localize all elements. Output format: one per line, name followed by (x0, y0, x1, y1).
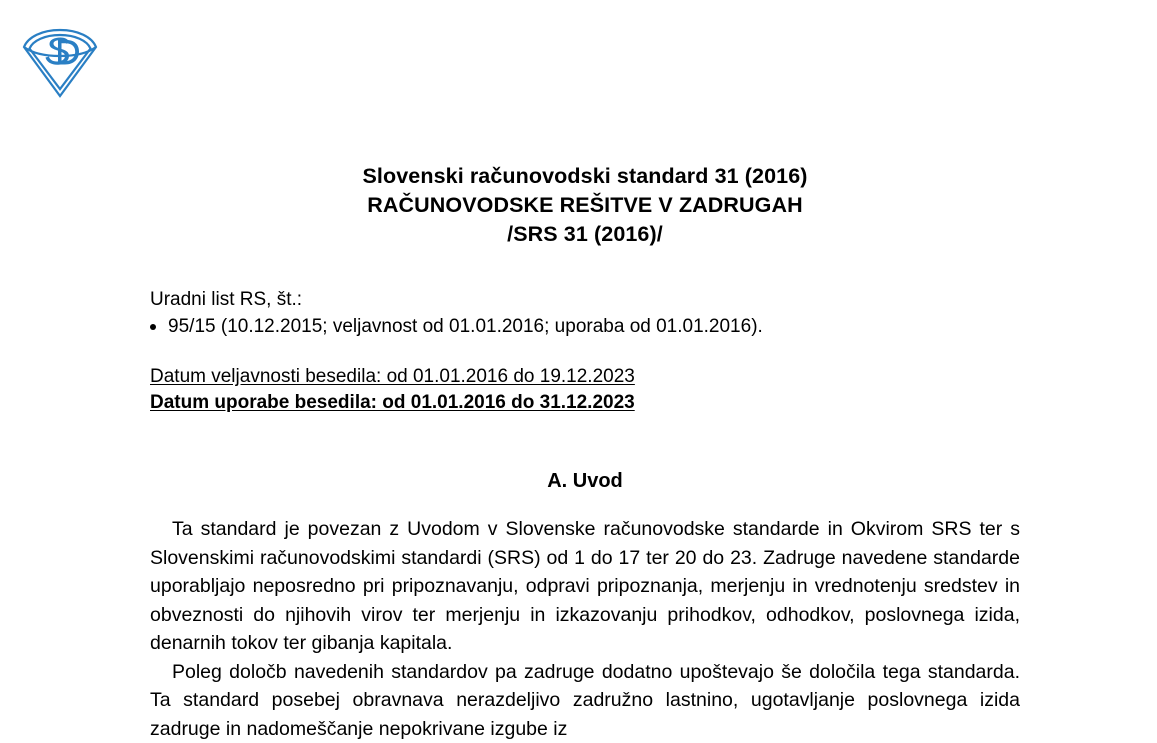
paragraph-1: Ta standard je povezan z Uvodom v Slovenske računovodske standarde in Okvirom SRS ter s Slovenskimi računovodskimi standardi (SRS) od 1 do 17 ter 20 do 23. Zadruge navedene standarde uporabljajo neposredno pri pripoznavanju, odpravi pripoznanja, merjenju in vrednotenju sredstev in obveznosti do njihovih virov ter merjenju in izkazovanju prihodkov, odhodkov, poslovnega izida, denarnih tokov ter gibanja kapitala. (150, 518, 1020, 654)
official-gazette-label: Uradni list RS, št.: (150, 289, 303, 310)
section-heading-uvod: A. Uvod (547, 470, 623, 492)
official-gazette-entry (150, 313, 1020, 340)
use-date-line: Datum uporabe besedila: od 01.01.2016 do 31.12.2023 (150, 392, 635, 413)
document-body (150, 0, 1020, 743)
title-line-standard: Slovenski računovodski standard 31 (2016) (362, 164, 808, 188)
validity-block (150, 364, 1020, 416)
validity-date-line: Datum veljavnosti besedila: od 01.01.2016 do 19.12.2023 (150, 366, 635, 387)
title-line-code: /SRS 31 (2016)/ (507, 222, 663, 246)
official-gazette-entry-text: 95/15 (10.12.2015; veljavnost od 01.01.2016; uporaba od 01.01.2016). (168, 316, 763, 337)
paragraph-2: Poleg določb navedenih standardov pa zadruge dodatno upoštevajo še določila tega standarda. Ta standard posebej obravnava nerazdeljivo zadružno lastnino, ugotavljanje poslovnega izida zadruge in nadomeščanje nepokrivane izgube iz (150, 660, 1020, 740)
title-line-subject: RAČUNOVODSKE REŠITVE V ZADRUGAH (367, 193, 803, 217)
sd-emblem-logo (18, 26, 102, 100)
bullet-icon (150, 313, 168, 340)
page-title (150, 162, 1020, 249)
official-gazette-block (150, 286, 1020, 340)
